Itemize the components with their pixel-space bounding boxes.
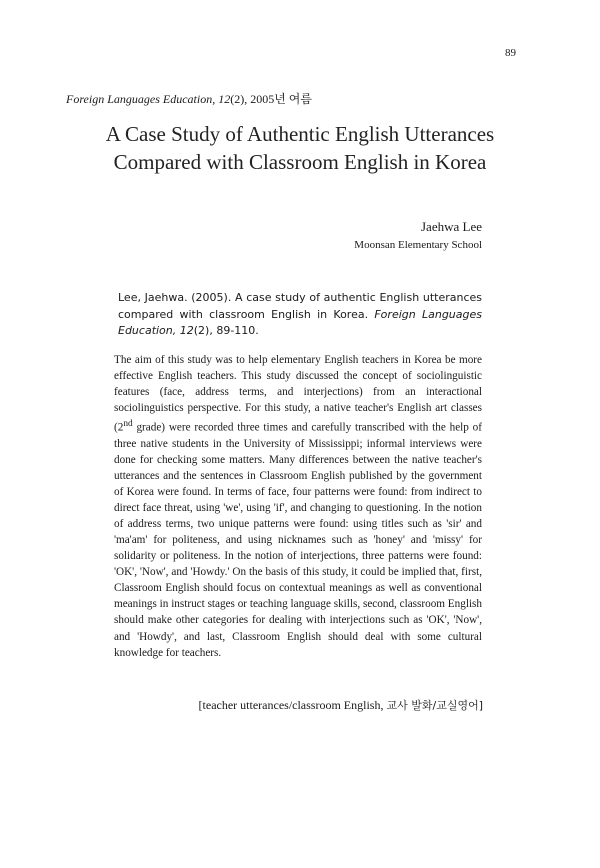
title-line-2: Compared with Classroom English in Korea <box>113 150 487 174</box>
author-name: Jaehwa Lee <box>421 219 482 234</box>
journal-volume: 12 <box>218 92 231 106</box>
author-affiliation: Moonsan Elementary School <box>354 239 482 251</box>
abstract-part-1: The aim of this study was to help elementary English teachers in Korea be more effective English teachers. This study discussed the concept of sociolinguistic features (face, address terms, and interjections) from an interactional sociolinguistics perspective. For this study, a native teacher's English art classes (2 <box>114 354 482 434</box>
keywords-korean: 교사 발화/교실영어] <box>386 699 483 712</box>
page-number: 89 <box>505 47 516 59</box>
citation-text: Lee, Jaehwa. (2005). A case study of authentic English utterances compared with classroom English in Korea. <box>118 291 482 321</box>
journal-issue: (2), 2005년 여름 <box>230 92 312 106</box>
citation-pages: (2), 89-110. <box>193 324 259 337</box>
paper-title <box>0 120 600 176</box>
title-line-1: A Case Study of Authentic English Utterances <box>105 122 495 146</box>
abstract-part-2: grade) were recorded three times and carefully transcribed with the help of three native students in the University of Mississippi; informal interviews were done for checking some matters. Many differences between the native teacher's utterances and the sentences in Classroom English published by the government of Korea were found. In terms of face, four patterns were found: from indirect to direct face threat, using 'we', using 'if', and changing to questioning. In the notion of address terms, two unique patterns were found: using titles such as 'sir' and 'ma'am' for politeness, and using nicknames such as 'honey' and 'missy' for solidarity or politeness. In the notion of interjections, three patterns were found: 'OK', 'Now', and 'Howdy.' On the basis of this study, it could be implied that, first, Classroom English should focus on contextual meanings as well as conventional meanings in instruct stages or teaching language skills, second, classroom English should make other categories for dealing with interjections such as 'OK', 'Now', and 'Howdy', and last, Classroom English should deal with some cultural knowledge for teachers. <box>114 421 482 659</box>
journal-name: Foreign Languages Education, <box>66 92 216 106</box>
citation <box>118 290 482 340</box>
citation-journal: Foreign Languages Education, 12 <box>118 307 482 337</box>
keywords-english: [teacher utterances/classroom English, <box>198 698 384 712</box>
keywords <box>199 697 483 713</box>
journal-header <box>66 90 312 107</box>
abstract <box>114 352 482 661</box>
abstract-superscript: nd <box>123 419 133 430</box>
